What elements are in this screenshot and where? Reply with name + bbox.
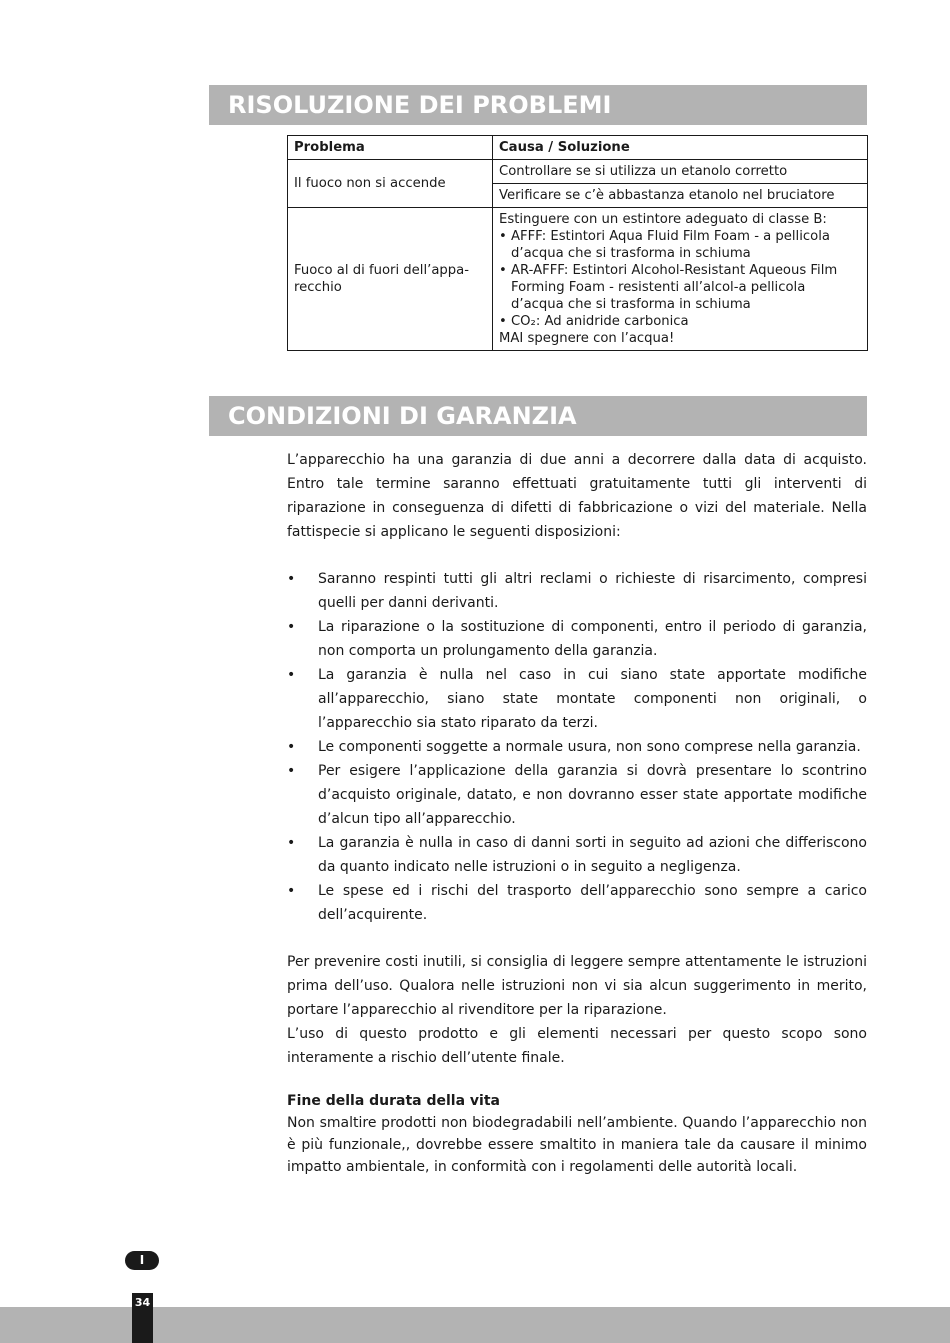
list-item bbox=[287, 735, 867, 759]
warranty-intro: L’apparecchio ha una garanzia di due anni a decorrere dalla data di acquisto. Entro tale termine saranno effettuati gratuitamente tutti gli interventi di riparazione in conseguenza di difetti di fabbricazione o vizi del materiale. Nella fattispecie si applicano le seguenti disposizioni: bbox=[287, 452, 867, 540]
bullet-symbol: • bbox=[287, 739, 296, 755]
list-item bbox=[287, 759, 867, 831]
list-item bbox=[287, 663, 867, 735]
solution-lines bbox=[499, 211, 861, 347]
bullet-text: Le componenti soggette a normale usura, non sono comprese nella garanzia. bbox=[318, 739, 861, 755]
warranty-advice bbox=[287, 950, 867, 1070]
bullet-text: La garanzia è nulla nel caso in cui siano state apportate modifiche all’apparecchio, siano state montate componenti non originali, o l’apparecchio sia stato riparato da terzi. bbox=[318, 667, 867, 731]
solution-cell bbox=[493, 208, 868, 351]
solution-cell: Verificare se c’è abbastanza etanolo nel bruciatore bbox=[493, 184, 868, 208]
bullet-symbol: • bbox=[287, 667, 296, 683]
end-of-life-section bbox=[287, 1090, 867, 1178]
list-item bbox=[287, 615, 867, 663]
advice-paragraph: L’uso di questo prodotto e gli elementi necessari per questo scopo sono interamente a rischio dell’utente finale. bbox=[287, 1026, 867, 1066]
table-header-row bbox=[288, 136, 868, 160]
list-item bbox=[287, 879, 867, 927]
header-solution: Causa / Soluzione bbox=[493, 136, 868, 160]
problem-text: Fuoco al di fuori dell’appa- recchio bbox=[294, 263, 469, 295]
solution-line: • CO₂: Ad anidride carbonica bbox=[499, 314, 689, 329]
end-of-life-title: Fine della durata della vita bbox=[287, 1093, 500, 1109]
table-row bbox=[288, 208, 868, 351]
warranty-bullet-list bbox=[287, 567, 867, 927]
solution-line: d’acqua che si trasforma in schiuma bbox=[511, 246, 751, 261]
solution-cell: Controllare se si utilizza un etanolo corretto bbox=[493, 160, 868, 184]
bullet-symbol: • bbox=[287, 571, 296, 587]
header-problem: Problema bbox=[288, 136, 493, 160]
list-item bbox=[287, 831, 867, 879]
bullet-text: Per esigere l’applicazione della garanzia si dovrà presentare lo scontrino d’acquisto originale, datato, e non dovranno esser state apportate modifiche d’alcun tipo all’apparecchio. bbox=[318, 763, 867, 827]
warranty-title: CONDIZIONI DI GARANZIA bbox=[209, 396, 867, 436]
solution-line: Estinguere con un estintore adeguato di classe B: bbox=[499, 212, 827, 227]
bullet-text: La garanzia è nulla in caso di danni sorti in seguito ad azioni che differiscono da quanto indicato nelle istruzioni o in seguito a negligenza. bbox=[318, 835, 867, 875]
troubleshooting-table bbox=[287, 135, 868, 351]
end-of-life-text: Non smaltire prodotti non biodegradabili nell’ambiente. Quando l’apparecchio non è più funzionale,, dovrebbe essere smaltito in maniera tale da causare il minimo impatto ambientale, in conformità con i regolamenti delle autorità locali. bbox=[287, 1115, 867, 1175]
problem-cell: Il fuoco non si accende bbox=[288, 160, 493, 208]
page-number: 34 bbox=[132, 1293, 153, 1343]
solution-line: d’acqua che si trasforma in schiuma bbox=[511, 297, 751, 312]
language-badge: I bbox=[125, 1251, 159, 1270]
problem-cell bbox=[288, 208, 493, 351]
bullet-symbol: • bbox=[287, 883, 296, 899]
bullet-text: Saranno respinti tutti gli altri reclami o richieste di risarcimento, compresi quelli per danni derivanti. bbox=[318, 571, 867, 611]
bullet-symbol: • bbox=[287, 619, 296, 635]
solution-line: Forming Foam - resistenti all’alcol-a pellicola bbox=[511, 280, 806, 295]
bullet-symbol: • bbox=[287, 763, 296, 779]
troubleshooting-title: RISOLUZIONE DEI PROBLEMI bbox=[209, 85, 867, 125]
bullet-text: Le spese ed i rischi del trasporto dell’apparecchio sono sempre a carico dell’acquirente. bbox=[318, 883, 867, 923]
advice-paragraph: Per prevenire costi inutili, si consiglia di leggere sempre attentamente le istruzioni prima dell’uso. Qualora nelle istruzioni non vi sia alcun suggerimento in merito, portare l’apparecchio al rivenditore per la riparazione. bbox=[287, 954, 867, 1018]
list-item bbox=[287, 567, 867, 615]
bullet-symbol: • bbox=[287, 835, 296, 851]
solution-line: • AFFF: Estintori Aqua Fluid Film Foam - a pellicola bbox=[499, 229, 830, 244]
table-row bbox=[288, 160, 868, 184]
bullet-text: La riparazione o la sostituzione di componenti, entro il periodo di garanzia, non comporta un prolungamento della garanzia. bbox=[318, 619, 867, 659]
solution-line: • AR-AFFF: Estintori Alcohol-Resistant Aqueous Film bbox=[499, 263, 838, 278]
solution-line: MAI spegnere con l’acqua! bbox=[499, 331, 675, 346]
